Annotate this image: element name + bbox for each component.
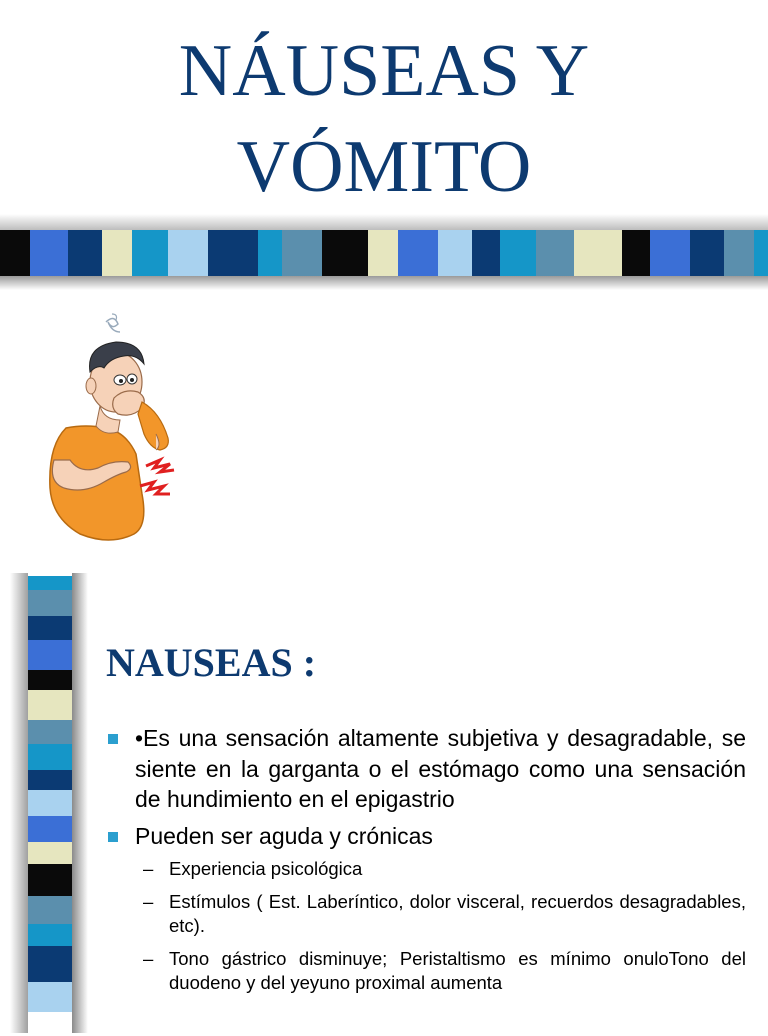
stripe-block xyxy=(368,230,398,276)
stripe-block xyxy=(690,230,724,276)
stripe-block xyxy=(398,230,438,276)
stripe-block xyxy=(536,230,574,276)
band-shadow-top xyxy=(0,214,768,230)
stripe-block xyxy=(68,230,102,276)
dash-bullet: – xyxy=(143,948,154,969)
sub-bullet-item xyxy=(106,890,746,938)
stripe-block xyxy=(28,770,72,790)
stripe-block xyxy=(650,230,690,276)
sub-bullet-item xyxy=(106,857,746,881)
stripe-block xyxy=(28,590,72,616)
bullet-item xyxy=(106,723,746,815)
title-line-1: NÁUSEAS Y xyxy=(178,30,590,112)
bullet-list xyxy=(106,723,746,1004)
stripe-block xyxy=(258,230,282,276)
stripe-block xyxy=(28,896,72,924)
content-slide xyxy=(0,573,768,1024)
stripe-block xyxy=(28,640,72,670)
bullet-text: •Es una sensación altamente subjetiva y desagradable, se siente en la garganta o el estómago como una sensación de hundimiento en el epigastrio xyxy=(135,725,746,812)
stripe-block xyxy=(622,230,650,276)
title-line-2: VÓMITO xyxy=(236,126,532,208)
stripe-block xyxy=(0,230,30,276)
square-bullet-icon xyxy=(108,734,118,744)
stripe-block xyxy=(282,230,322,276)
dash-bullet: – xyxy=(143,891,154,912)
stripe-block xyxy=(168,230,208,276)
slide-heading: NAUSEAS : xyxy=(106,640,317,685)
stripe-block xyxy=(28,864,72,896)
stripe-block xyxy=(28,576,72,590)
stripe-block xyxy=(574,230,622,276)
slide-title xyxy=(0,28,768,210)
stripe-block xyxy=(472,230,500,276)
stripe-block xyxy=(28,982,72,1012)
stripe-block xyxy=(28,670,72,690)
stripe-block xyxy=(28,720,72,744)
stripe-block xyxy=(28,816,72,842)
stripe-block xyxy=(724,230,754,276)
stripe-block xyxy=(208,230,258,276)
stripe-block xyxy=(132,230,168,276)
stripe-block xyxy=(28,616,72,640)
stripe-block xyxy=(438,230,472,276)
square-bullet-icon xyxy=(108,832,118,842)
stripe-block xyxy=(28,924,72,946)
stripe-block xyxy=(30,230,68,276)
decorative-stripe-band xyxy=(0,230,768,276)
stripe-block xyxy=(28,690,72,720)
nauseous-man-illustration xyxy=(44,310,184,542)
stripe-block xyxy=(28,790,72,816)
dash-bullet: – xyxy=(143,858,154,879)
sub-bullet-item xyxy=(106,947,746,995)
stripe-block xyxy=(102,230,132,276)
sub-bullet-text: Estímulos ( Est. Laberíntico, dolor visceral, recuerdos desagradables, etc). xyxy=(169,891,746,936)
stripe-block xyxy=(28,946,72,982)
stripe-block xyxy=(28,842,72,864)
sub-bullet-text: Experiencia psicológica xyxy=(169,858,363,879)
vertical-band-shadow-left xyxy=(10,573,28,1033)
stripe-block xyxy=(500,230,536,276)
band-shadow-bottom xyxy=(0,276,768,290)
stripe-block xyxy=(28,744,72,770)
stripe-block xyxy=(322,230,368,276)
bullet-item xyxy=(106,821,746,852)
vertical-band-shadow-right xyxy=(72,573,88,1033)
stripe-block xyxy=(754,230,768,276)
bullet-text: Pueden ser aguda y crónicas xyxy=(135,822,433,849)
vertical-stripe-band xyxy=(28,576,72,1036)
sub-bullet-text: Tono gástrico disminuye; Peristaltismo es mínimo onuloTono del duodeno y del yeyuno proximal aumenta xyxy=(169,948,746,993)
